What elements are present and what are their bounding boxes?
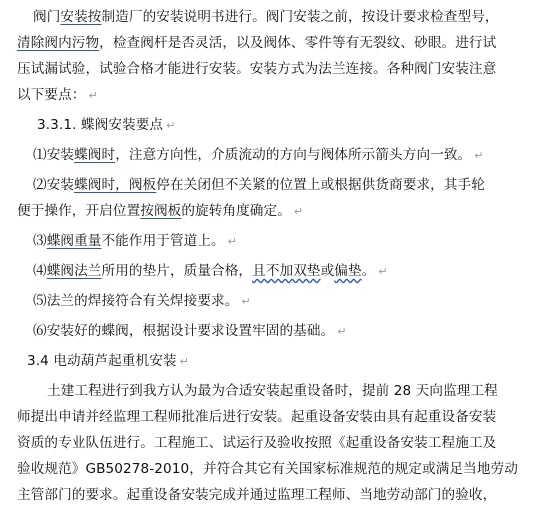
intro-line-2: 清除阀内污物，检查阀杆是否灵活，以及阀体、零件等有无裂纹、砂眼。进行试	[17, 35, 497, 51]
section-heading-3-3-1: 3.3.1. 蝶阀安装要点 ↵	[37, 117, 176, 133]
spellcheck-underline: 清除阀内污物	[17, 35, 100, 51]
crane-para-line-4: 验收规范》GB50278-2010，并符合其它有关国家标准规范的规定或满足当地劳动	[17, 461, 518, 477]
paragraph-mark-icon: ↵	[241, 295, 251, 308]
crane-para-line-2: 师提出申请并经监理工程师批准后进行安装。起重设备安装由具有起重设备安装	[17, 409, 497, 425]
grammar-underline: 且不加双垫	[252, 263, 321, 279]
list-item-4: ⑷蝶阀法兰所用的垫片，质量合格，且不加双垫或偏垫。 ↵	[33, 263, 388, 279]
paragraph-mark-icon: ↵	[88, 89, 98, 102]
intro-line-3: 压试漏试验，试验合格才能进行安装。安装方式为法兰连接。各种阀门安装注意	[17, 61, 497, 77]
spellcheck-underline: 安装按	[60, 9, 102, 25]
paragraph-mark-icon: ↵	[227, 235, 238, 248]
crane-para-line-3: 资质的专业队伍进行。工程施工、试运行及验收按照《起重设备安装工程施工及	[17, 435, 497, 451]
intro-line-4: 以下要点： ↵	[17, 87, 98, 103]
paragraph-mark-icon: ↵	[337, 325, 347, 338]
paragraph-mark-icon: ↵	[293, 205, 304, 218]
spellcheck-underline: 蝶阀法兰	[46, 263, 102, 279]
list-item-5: ⑸法兰的焊接符合有关焊接要求。 ↵	[33, 293, 251, 309]
intro-line-1: 阀门安装按制造厂的安装说明书进行。阀门安装之前，按设计要求检查型号，	[33, 9, 499, 25]
crane-para-line-1: 土建工程进行到我方认为最为合适安装起重设备时，提前 28 天向监理工程	[47, 383, 498, 399]
spellcheck-underline: 蝶阀时	[74, 147, 116, 163]
spellcheck-underline: 按阀板	[140, 203, 182, 219]
paragraph-mark-icon: ↵	[378, 265, 388, 278]
paragraph-mark-icon: ↵	[179, 355, 189, 368]
spellcheck-underline: 蝶阀重量	[46, 233, 102, 249]
grammar-underline: 偏垫	[334, 263, 362, 279]
paragraph-mark-icon: ↵	[474, 149, 484, 162]
section-heading-3-4: 3.4 电动葫芦起重机安装 ↵	[27, 353, 189, 369]
list-item-6: ⑹安装好的蝶阀，根据设计要求设置牢固的基础。 ↵	[33, 323, 347, 339]
paragraph-mark-icon: ↵	[166, 119, 176, 132]
list-item-1: ⑴安装蝶阀时，注意方向性，介质流动的方向与阀体所示箭头方向一致。 ↵	[33, 147, 484, 163]
list-item-2-line-1: ⑵安装蝶阀时，阀板停在关闭但不关紧的位置上或根据供货商要求，其手轮	[33, 177, 485, 193]
spellcheck-underline: 蝶阀时，阀板	[74, 177, 157, 193]
list-item-3: ⑶蝶阀重量不能作用于管道上。 ↵	[33, 233, 238, 249]
list-item-2-line-2: 便于操作，开启位置按阀板的旋转角度确定。 ↵	[17, 203, 304, 219]
crane-para-line-5: 主管部门的要求。起重设备安装完成并通过监理工程师、当地劳动部门的验收，	[17, 487, 497, 503]
